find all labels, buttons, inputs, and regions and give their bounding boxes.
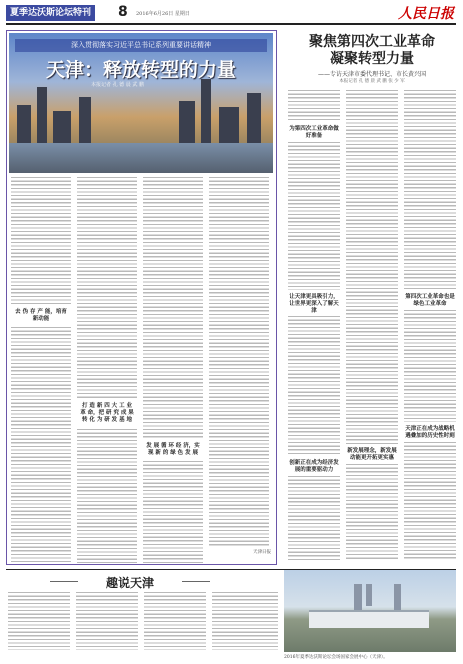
interview-title-line-2: 凝聚转型力量 (330, 51, 414, 67)
header-rule (6, 23, 456, 25)
text-lines (143, 461, 203, 563)
feature-byline: 本报记者 孔 德 晨 武 鹏 (91, 82, 144, 88)
interview-subhead: 为第四次工业革命做好准备 (289, 126, 339, 139)
page-number: 8 (118, 4, 128, 20)
building-shape (219, 107, 239, 145)
feature-signature: 天津日报 (253, 550, 271, 555)
feature-article (6, 30, 277, 565)
newspaper-logo: 人民日报 (398, 6, 454, 22)
building-shape (17, 105, 31, 145)
text-lines (77, 429, 137, 563)
text-lines (288, 316, 340, 456)
text-lines (143, 177, 203, 439)
river-shape (9, 143, 273, 173)
text-lines (11, 327, 71, 563)
bottom-column-4 (212, 592, 278, 650)
convention-hall-shape (309, 610, 429, 628)
text-lines (11, 177, 71, 305)
text-lines (209, 177, 269, 547)
text-lines (8, 592, 70, 650)
interview-column-1 (288, 90, 340, 560)
feature-body (11, 177, 273, 563)
interview-subtitle: ——专访天津市委代理书记、市长黄兴国 (317, 71, 426, 78)
building-shape (179, 101, 195, 145)
text-lines (144, 592, 206, 650)
interview-subhead: 新发展理念，新发展动能更开拓更实惠 (347, 448, 397, 461)
text-lines (77, 177, 137, 399)
feature-subtitle: 深入贯彻落实习近平总书记系列重要讲话精神 (15, 39, 267, 52)
text-lines (288, 476, 340, 560)
feature-title: 天津：释放转型的力量 (45, 59, 236, 81)
page-header (6, 5, 456, 23)
bottom-section-title: 趣说天津 (70, 574, 190, 591)
interview-subhead: 天津正在成为战略机遇叠加的历史性时刻 (405, 426, 455, 439)
building-shape (201, 79, 211, 145)
text-lines (404, 442, 456, 560)
text-lines (346, 464, 398, 560)
interview-subhead: 让天津更具吸引力，让世界更深入了解天津 (289, 294, 339, 314)
interview-title-line-1: 聚焦第四次工业革命 (309, 34, 435, 50)
text-lines (288, 142, 340, 290)
bottom-column-3 (144, 592, 206, 650)
interview-subhead: 第四次工业革命也是绿色工业革命 (405, 294, 455, 307)
section-tag: 夏季达沃斯论坛特刊 (6, 5, 95, 21)
interview-column-3 (404, 90, 456, 560)
feature-column-1 (11, 177, 71, 563)
text-lines (212, 592, 278, 650)
photo-caption: 2016年夏季达沃斯论坛会场国家会展中心（天津）。 (284, 655, 388, 660)
building-shape (394, 584, 401, 610)
interview-subhead: 创新正在成为经济发展的重要驱动力 (289, 460, 339, 473)
feature-subhead: 打 造 新 四 大 工 业 革 命，把 研 究 成 果 转 化 为 研 发 基 地 (80, 403, 134, 423)
feature-subhead: 去 伪 存 产 能，培育新动能 (15, 309, 67, 322)
building-shape (79, 97, 91, 145)
convention-center-photo (284, 570, 456, 652)
text-lines (404, 90, 456, 290)
feature-column-2 (77, 177, 137, 563)
building-shape (37, 87, 47, 145)
interview-byline: 本报记者 孔 德 晨 武 鹏 张 少 军 (339, 79, 405, 84)
bottom-column-2 (76, 592, 138, 650)
feature-column-3 (143, 177, 203, 563)
text-lines (76, 592, 138, 650)
feature-subhead: 发 展 循 环 经 济，实 现 新 的 绿 色 发 展 (146, 443, 200, 456)
text-lines (346, 90, 398, 444)
bottom-column-1 (8, 592, 70, 650)
interview-title (290, 34, 454, 68)
building-shape (247, 93, 261, 145)
hero-image (9, 33, 273, 173)
building-shape (366, 584, 372, 606)
feature-column-4 (209, 177, 269, 563)
text-lines (404, 310, 456, 422)
building-shape (53, 111, 71, 145)
text-lines (288, 90, 340, 122)
interview-column-2 (346, 90, 398, 560)
issue-date: 2016年6月26日 星期日 (136, 11, 190, 17)
